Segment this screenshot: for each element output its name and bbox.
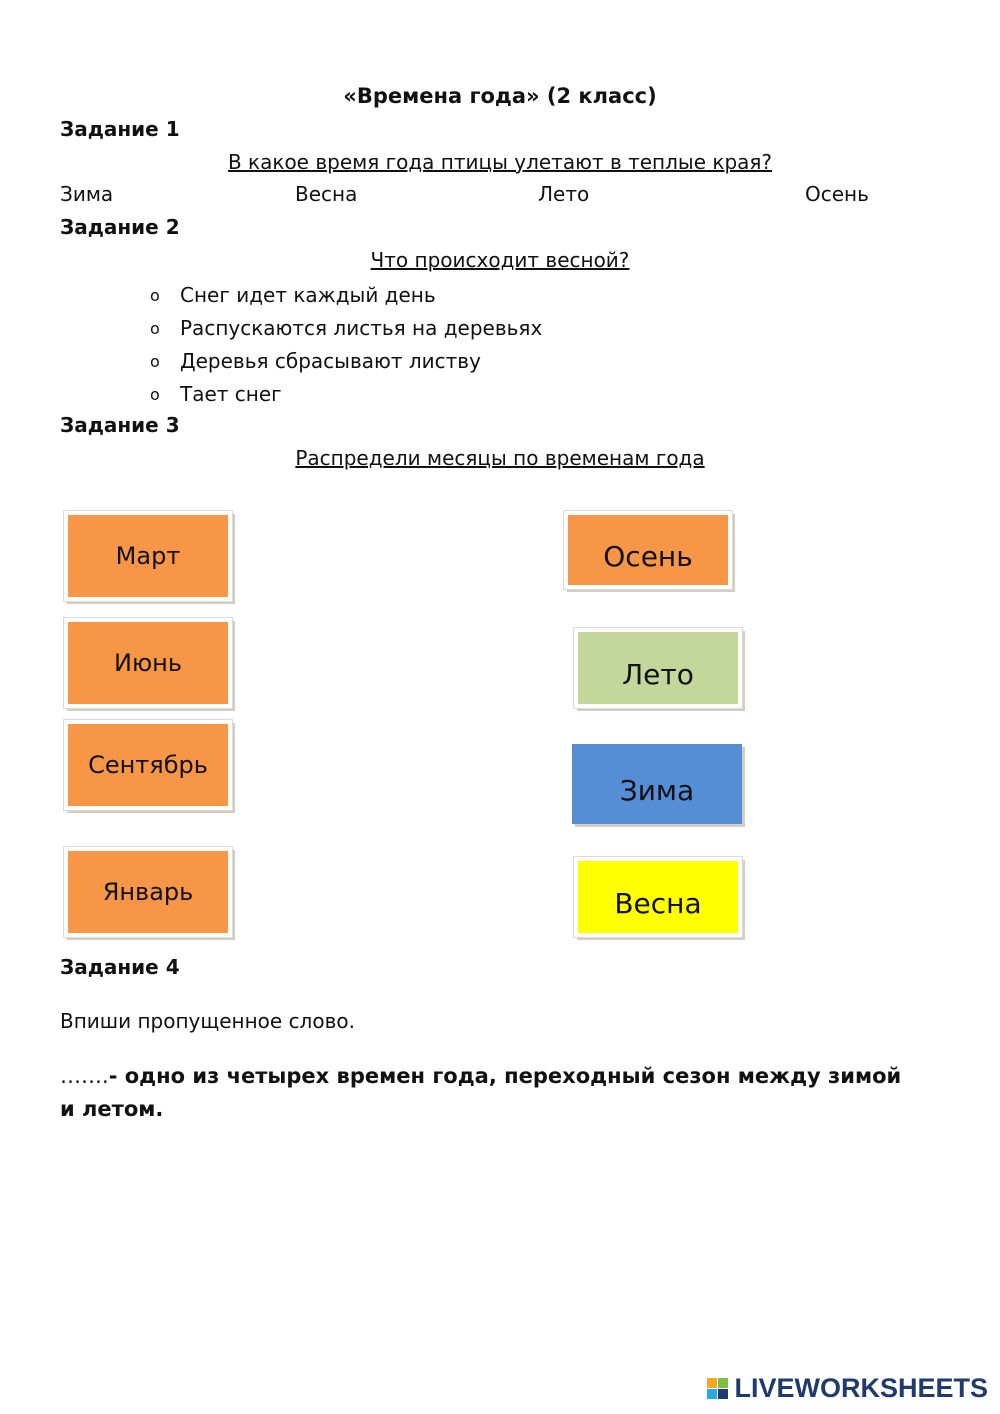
task-2-options [150,282,542,414]
season-box-summer[interactable]: Лето [574,628,742,708]
radio-circle-icon[interactable]: o [150,286,160,305]
task-4-sentence-text: - одно из четырех времен года, переходный сезон между зимой и летом. [60,1064,902,1121]
month-card-march[interactable]: Март [64,511,232,601]
radio-circle-icon[interactable]: o [150,352,160,371]
logo-square [718,1378,728,1388]
task-2-option[interactable] [150,381,542,414]
task-1-option-autumn[interactable]: Осень [805,182,869,206]
task-1-question: В какое время года птицы улетают в теплые края? [227,150,773,174]
task-2-option-label: Тает снег [180,382,282,406]
logo-square [707,1389,717,1399]
task-2-question: Что происходит весной? [370,248,630,272]
task-3-heading: Задание 3 [60,413,180,437]
season-box-spring[interactable]: Весна [574,857,742,937]
task-4-instruction: Впиши пропущенное слово. [60,1009,355,1033]
radio-circle-icon[interactable]: o [150,319,160,338]
task-1-heading: Задание 1 [60,117,180,141]
task-1-option-winter[interactable]: Зима [60,182,114,206]
month-card-january[interactable]: Январь [64,847,232,937]
task-2-option-label: Распускаются листья на деревьях [180,316,543,340]
month-card-june[interactable]: Июнь [64,618,232,708]
task-2-option[interactable] [150,315,542,348]
task-4-blank[interactable]: ……. [60,1064,109,1088]
liveworksheets-logo-icon [707,1378,728,1399]
task-2-heading: Задание 2 [60,215,180,239]
liveworksheets-logo [707,1373,988,1404]
logo-square [707,1378,717,1388]
month-card-september[interactable]: Сентябрь [64,720,232,810]
task-4-sentence [60,1060,920,1126]
worksheet-title: «Времена года» (2 класс) [343,84,657,108]
task-4-heading: Задание 4 [60,955,180,979]
logo-square [718,1389,728,1399]
liveworksheets-logo-text: LIVEWORKSHEETS [734,1373,988,1403]
task-1-option-spring[interactable]: Весна [295,182,358,206]
radio-circle-icon[interactable]: o [150,385,160,404]
task-3-instruction: Распредели месяцы по временам года [295,446,705,470]
task-2-option[interactable] [150,348,542,381]
task-2-option[interactable] [150,282,542,315]
season-box-autumn[interactable]: Осень [564,511,732,589]
task-2-option-label: Снег идет каждый день [180,283,436,307]
task-1-option-summer[interactable]: Лето [538,182,590,206]
task-2-option-label: Деревья сбрасывают листву [180,349,481,373]
season-box-winter[interactable]: Зима [572,744,742,824]
